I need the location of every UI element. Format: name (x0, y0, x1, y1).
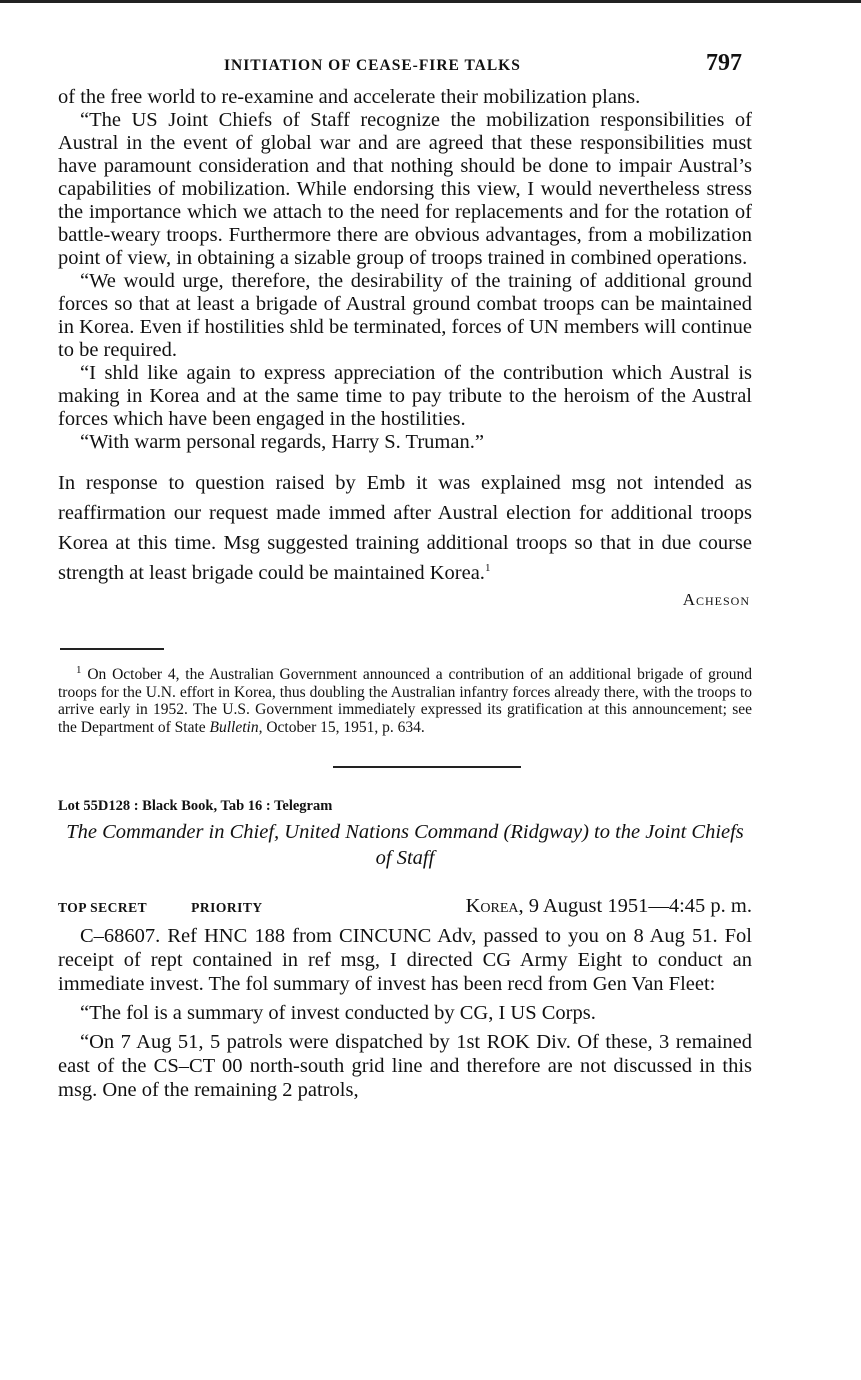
page-header (58, 50, 752, 86)
priority-label: PRIORITY (191, 900, 263, 915)
footnote-citation: October 15, 1951, p. 634. (262, 718, 425, 736)
section-divider (333, 766, 521, 768)
truman-message (58, 86, 752, 454)
telegram-body (58, 924, 752, 1102)
message-paragraph: “The US Joint Chiefs of Staff recognize the mobilization responsibilities of Austral in the event of global war and are agreed that these responsibilities must have paramount consideration and that nothing should be done to impair Austral’s capabilities of mobilization. While endorsing this view, I would nevertheless stress the importance which we attach to the need for replacements and for the rotation of battle-weary troops. Furthermore there are obvious advantages, from a mobilization point of view, in obtaining a sizable group of troops trained in combined operations. (58, 109, 752, 269)
footnote-reference[interactable]: 1 (484, 562, 491, 575)
response-text: In response to question raised by Emb it was explained msg not intended as reaffirmation our request made immed after Austral election for additional troops Korea at this time. Msg suggested training additional troops so that in due course strength at least brigade could be maintained Korea. (58, 472, 752, 584)
footnote-text: On October 4, the Australian Government announced a contribution of an additional brigade of ground troops for the U.N. effort in Korea, thus doubling the Australian infantry forces already there, with the troops to arrive early in 1952. The U.S. Government immediately expressed its gratification at this announcement; see the Department of State (58, 666, 753, 736)
signature: Acheson (682, 590, 750, 609)
document-page (58, 50, 752, 1107)
spacer (58, 454, 752, 468)
source-line: Lot 55D128 : Black Book, Tab 16 : Telegram (58, 798, 333, 814)
message-paragraph: “I shld like again to express appreciation of the contribution which Austral is making in Korea and at the same time to pay tribute to the heroism of the Austral forces which have been engaged in the hostilities. (58, 362, 752, 430)
running-head: INITIATION OF CEASE-FIRE TALKS (224, 57, 521, 74)
footnote-publication: Bulletin, (209, 718, 263, 736)
footnote-divider (60, 648, 164, 650)
dateline-date: 9 August 1951—4:45 p. m. (528, 895, 752, 917)
message-paragraph: “With warm personal regards, Harry S. Truman.” (80, 431, 484, 453)
top-border-rule (0, 0, 861, 3)
footnote-marker: 1 (76, 663, 82, 676)
telegram-paragraph: “On 7 Aug 51, 5 patrols were dispatched by 1st ROK Div. Of these, 3 remained east of the CS–CT 00 north-south grid line and therefore are not discussed in this msg. One of the remaining 2 patrols, (58, 1031, 752, 1101)
classification-label: TOP SECRET (58, 900, 148, 915)
page-number: 797 (706, 50, 742, 76)
telegram-paragraph: C–68607. Ref HNC 188 from CINCUNC Adv, passed to you on 8 Aug 51. Fol receipt of rept contained in ref msg, I directed CG Army Eight to conduct an immediate invest. The fol summary of invest has been recd from Gen Van Fleet: (58, 925, 752, 995)
dateline (466, 895, 752, 918)
document-title: The Commander in Chief, United Nations Command (Ridgway) to the Joint Chiefs of Staff (66, 821, 744, 869)
dateline-place: Korea, (465, 895, 524, 917)
message-paragraph: of the free world to re-examine and accelerate their mobilization plans. (58, 86, 641, 108)
classification-row (58, 895, 752, 918)
response-paragraph (58, 468, 752, 588)
message-paragraph: “We would urge, therefore, the desirability of the training of additional ground forces so that at least a brigade of Austral ground combat troops can be maintained in Korea. Even if hostilities shld be terminated, forces of UN members will continue to be required. (58, 270, 752, 361)
telegram-paragraph: “The fol is a summary of invest conducted by CG, I US Corps. (80, 1002, 596, 1024)
response-block (58, 468, 752, 588)
footnote (58, 663, 753, 736)
